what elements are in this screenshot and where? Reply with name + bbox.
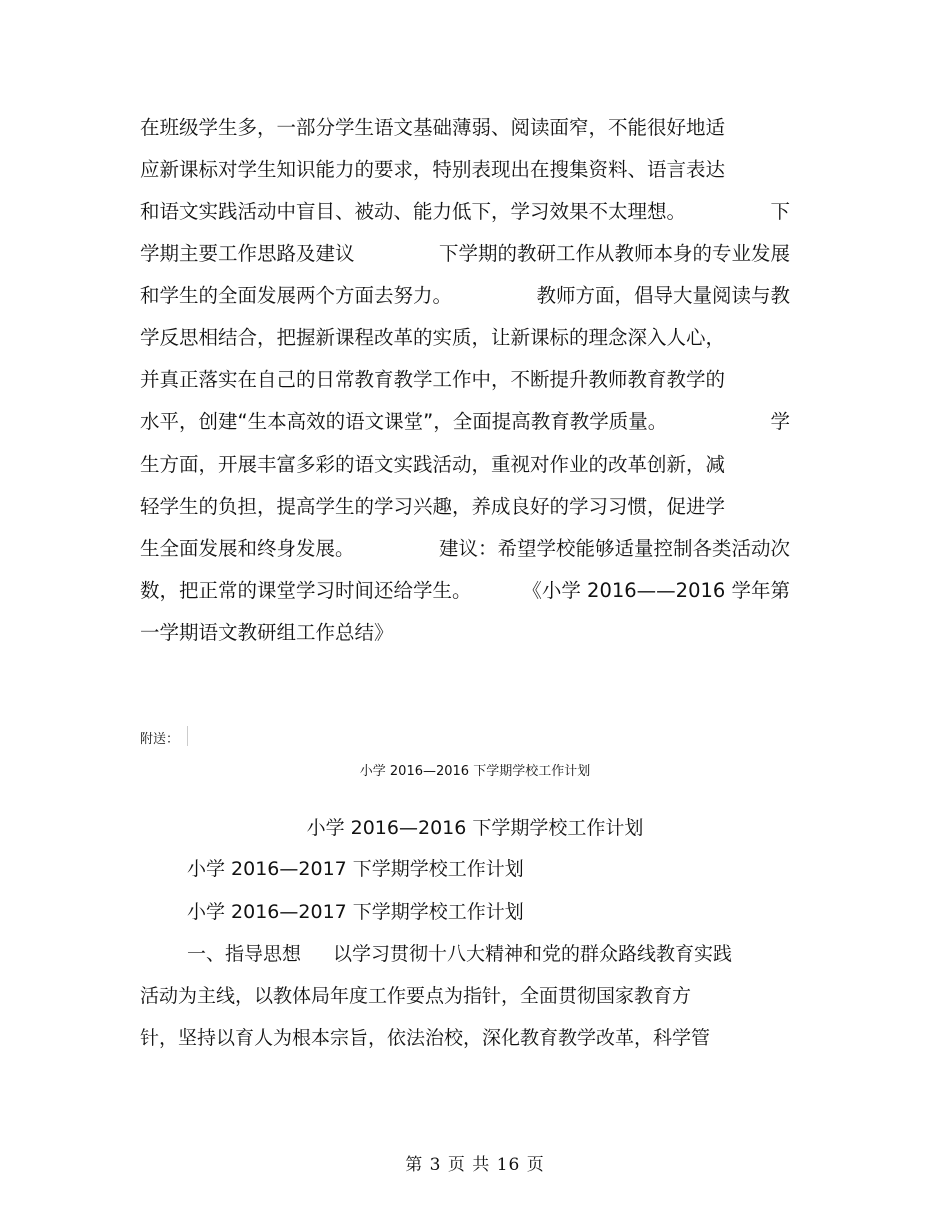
summary-line-3-b: 下 — [770, 200, 790, 223]
plan-small-title: 小学 2016—2016 下学期学校工作计划 — [359, 764, 591, 779]
plan-subtitle-1: 小学 2016—2017 下学期学校工作计划 — [187, 858, 524, 880]
plan-section-label: 一、指导思想 — [187, 943, 302, 965]
summary-line-2: 应新课标对学生知识能力的要求，特别表现出在搜集资料、语言表达 — [140, 158, 726, 181]
summary-line-4-a: 学期主要工作思路及建议 — [140, 242, 355, 265]
plan-section-text: 以学习贯彻十八大精神和党的群众路线教育实践 — [333, 943, 733, 965]
summary-line-11-a: 生全面发展和终身发展。 — [140, 537, 355, 560]
summary-line-4-b: 下学期的教研工作从教师本身的专业发展 — [438, 242, 790, 265]
summary-line-11-b: 建议：希望学校能够适量控制各类活动次 — [438, 537, 790, 560]
summary-line-5-b: 教师方面，倡导大量阅读与教 — [536, 284, 790, 307]
summary-line-3-a: 和语文实践活动中盲目、被动、能力低下，学习效果不太理想。 — [140, 200, 687, 223]
summary-line-8-a: 水平，创建“生本高效的语文课堂”，全面提高教育教学质量。 — [140, 410, 668, 433]
summary-line-12-b: 《小学 2016——2016 学年第 — [522, 579, 790, 602]
summary-line-4 — [140, 239, 790, 269]
appendix-label: 附送： — [140, 732, 180, 747]
text-cursor — [187, 726, 188, 746]
summary-line-13: 一学期语文教研组工作总结》 — [140, 621, 394, 644]
summary-line-8 — [140, 407, 790, 437]
summary-line-5-a: 和学生的全面发展两个方面去努力。 — [140, 284, 453, 307]
summary-line-3 — [140, 197, 790, 227]
page-footer: 第 3 页 共 16 页 — [405, 1155, 545, 1175]
summary-line-6: 学反思相结合，把握新课程改革的实质，让新课标的理念深入人心， — [140, 326, 726, 349]
plan-title: 小学 2016—2016 下学期学校工作计划 — [306, 817, 644, 839]
summary-line-9: 生方面，开展丰富多彩的语文实践活动，重视对作业的改革创新，减 — [140, 453, 726, 476]
summary-line-10: 轻学生的负担，提高学生的学习兴趣，养成良好的学习习惯，促进学 — [140, 495, 726, 518]
summary-line-8-b: 学 — [770, 410, 790, 433]
summary-line-5 — [140, 281, 790, 311]
summary-line-7: 并真正落实在自己的日常教育教学工作中，不断提升教师教育教学的 — [140, 368, 726, 391]
plan-section-heading — [187, 939, 732, 969]
summary-line-1: 在班级学生多，一部分学生语文基础薄弱、阅读面窄，不能很好地适 — [140, 116, 726, 139]
summary-line-11 — [140, 534, 790, 564]
summary-line-12 — [140, 576, 790, 606]
plan-line-3: 针，坚持以育人为根本宗旨，依法治校，深化教育教学改革，科学管 — [140, 1027, 711, 1049]
plan-line-2: 活动为主线，以教体局年度工作要点为指针，全面贯彻国家教育方 — [140, 985, 692, 1007]
plan-subtitle-2: 小学 2016—2017 下学期学校工作计划 — [187, 901, 524, 923]
summary-line-12-a: 数，把正常的课堂学习时间还给学生。 — [140, 579, 472, 602]
